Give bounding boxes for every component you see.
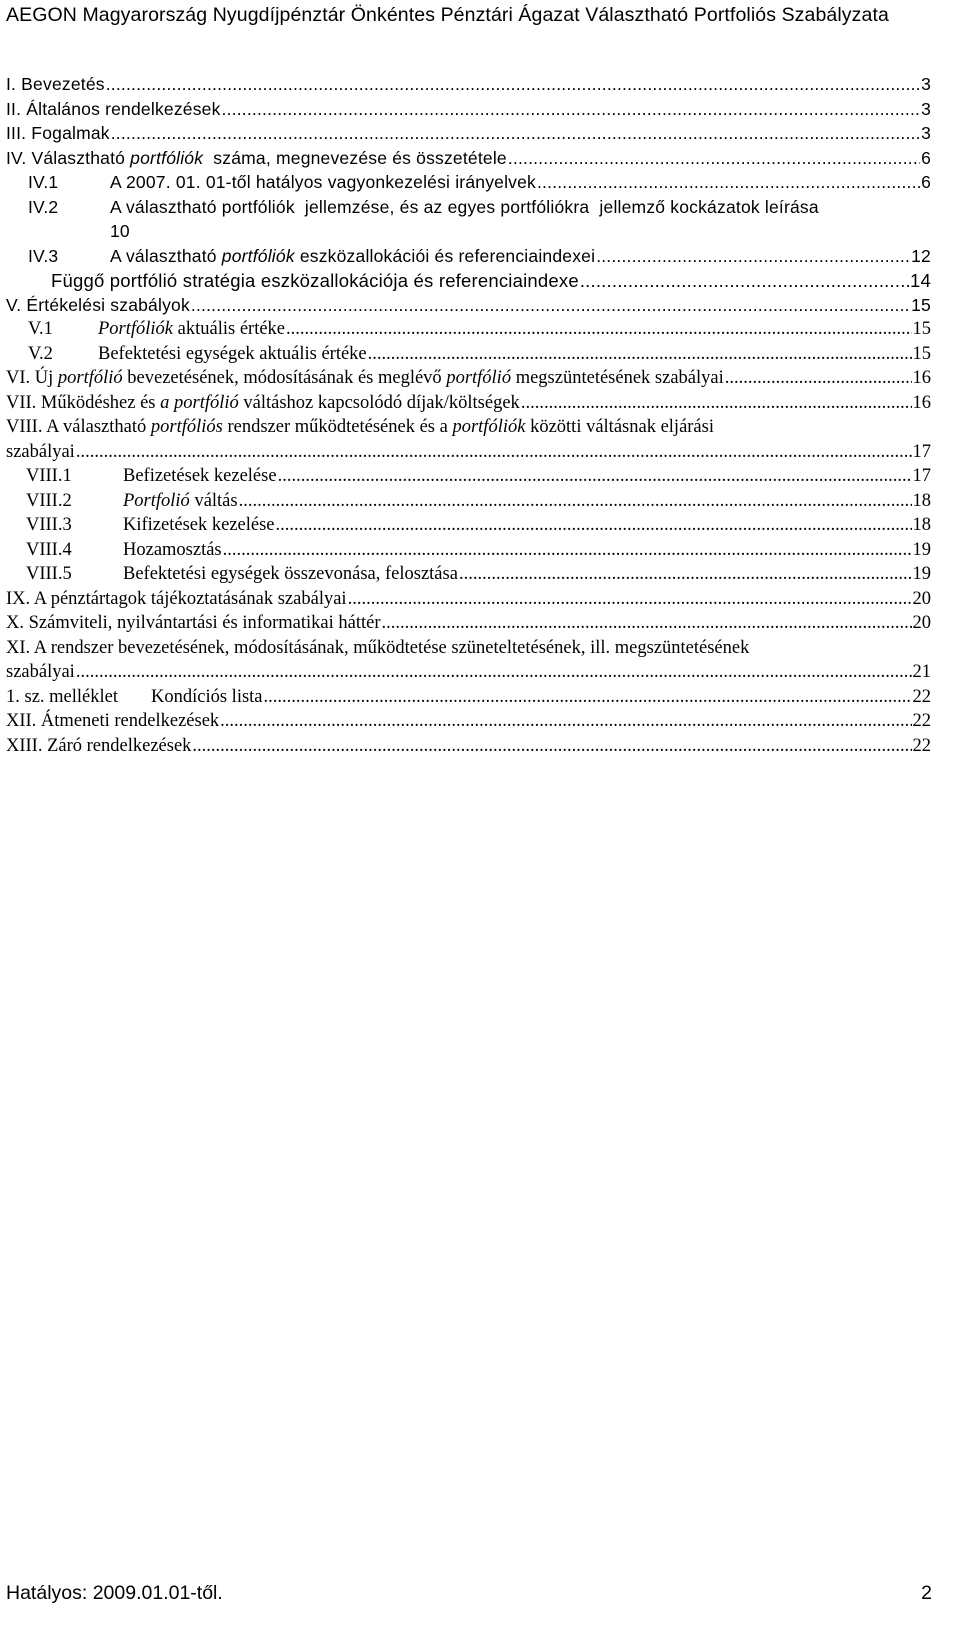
toc-text-part: aktuális értéke (173, 319, 286, 339)
toc-leader-dots (596, 246, 910, 267)
toc-entry[interactable] (6, 613, 931, 638)
toc-entry-title: Hozamosztás (123, 539, 222, 560)
toc-leader-dots (220, 711, 911, 732)
toc-entry-title: I. Bevezetés (6, 74, 105, 94)
toc-subentry[interactable] (6, 197, 931, 222)
toc-leader-dots (725, 368, 912, 389)
toc-entry[interactable] (6, 417, 931, 442)
toc-entry[interactable] (6, 74, 931, 99)
toc-subentry[interactable] (6, 270, 931, 295)
toc-entry-number: VIII.4 (26, 539, 72, 560)
toc-leader-dots (580, 270, 909, 292)
page-number: 2 (921, 1582, 932, 1604)
toc-text-part: VI. Új (6, 368, 58, 388)
toc-entry-title: XII. Átmeneti rendelkezések (6, 711, 220, 731)
toc-leader-dots (276, 515, 912, 536)
toc-leader-dots (382, 613, 912, 634)
toc-entry-number: VIII.2 (26, 490, 72, 511)
toc-leader-dots (521, 393, 912, 414)
toc-subentry[interactable] (6, 319, 931, 344)
toc-entry-title (6, 417, 714, 438)
toc-entry[interactable] (6, 123, 931, 148)
toc-entry-title: V. Értékelési szabályok (6, 294, 190, 315)
toc-entry-title: II. Általános rendelkezések (6, 98, 221, 119)
toc-entry-title: Függő portfólió stratégia eszközallokációja és referenciaindexe (51, 270, 579, 291)
toc-entry-number: IV.1 (28, 172, 59, 192)
toc-page-number: 15 (912, 319, 931, 339)
toc-italic-term: portfóliók (221, 245, 295, 266)
toc-entry[interactable] (6, 687, 931, 712)
toc-leader-dots (239, 491, 912, 512)
toc-entry-title (123, 491, 238, 512)
toc-page-number: 19 (912, 539, 931, 560)
toc-leader-dots (348, 589, 912, 610)
toc-entry-title: szabályai (6, 441, 75, 462)
toc-entry-title (6, 368, 724, 389)
toc-page-number: 17 (912, 441, 931, 462)
toc-entry-title: A választható portfóliók jellemzése, és az egyes portfóliókra jellemző kockázatok leírása (110, 196, 819, 217)
toc-entry-title: Kondíciós lista (151, 686, 263, 707)
toc-text-part: VII. Működéshez és (6, 392, 161, 413)
toc-leader-dots (111, 123, 920, 144)
table-of-contents (6, 74, 931, 760)
toc-page-number: 15 (912, 343, 931, 364)
toc-subentry[interactable] (6, 466, 931, 491)
toc-subentry[interactable] (6, 172, 931, 197)
toc-italic-term: Portfóliók (98, 319, 174, 339)
toc-page-number: 3 (921, 98, 931, 119)
toc-leader-dots (368, 344, 912, 365)
toc-page-number: 15 (911, 294, 931, 315)
toc-text-part: száma, megnevezése és összetétele (203, 147, 507, 168)
toc-italic-term: portfóliós (150, 417, 223, 437)
toc-entry-title: X. Számviteli, nyilvántartási és informatikai háttér (6, 613, 381, 633)
toc-leader-dots (286, 319, 911, 340)
toc-entry[interactable] (6, 711, 931, 736)
toc-page-number: 3 (921, 123, 931, 143)
toc-page-number: 17 (912, 466, 931, 486)
toc-text-part: eszközallokációi és referenciaindexei (294, 245, 596, 266)
toc-entry-number: VIII.5 (26, 564, 72, 584)
toc-entry-title (110, 246, 595, 267)
toc-leader-dots (508, 148, 920, 169)
toc-entry[interactable] (6, 638, 931, 663)
toc-page-number: 22 (912, 735, 931, 756)
toc-entry-number: VIII.3 (26, 515, 72, 535)
toc-entry[interactable] (6, 368, 931, 393)
toc-subentry[interactable] (6, 344, 931, 369)
toc-leader-dots (278, 466, 912, 487)
toc-entry[interactable] (6, 148, 931, 173)
toc-subentry[interactable] (6, 491, 931, 516)
toc-page-number: 10 (110, 221, 130, 241)
toc-text-part: IV. Választható (6, 147, 131, 168)
toc-page-number: 18 (912, 490, 931, 511)
toc-page-number: 16 (912, 392, 931, 413)
toc-entry-title: Befizetések kezelése (123, 466, 277, 486)
toc-page-number: 20 (912, 588, 931, 609)
toc-leader-dots (76, 442, 912, 463)
toc-page-number: 19 (912, 564, 931, 584)
toc-italic-term: portfólió (57, 368, 123, 388)
toc-entry-title: A 2007. 01. 01-től hatályos vagyonkezelési irányelvek (110, 172, 536, 192)
toc-leader-dots (459, 564, 912, 585)
effective-date: Hatályos: 2009.01.01-től. (6, 1582, 223, 1604)
toc-entry-title: XIII. Záró rendelkezések (6, 735, 192, 756)
toc-entry-number: IV.2 (28, 196, 59, 217)
toc-page-number: 22 (912, 686, 931, 707)
toc-text-part: VIII. A választható (6, 417, 151, 437)
toc-page-number: 14 (910, 270, 931, 291)
toc-text-part: váltáshoz kapcsolódó díjak/költségek (238, 392, 520, 413)
toc-leader-dots (106, 74, 920, 95)
toc-entry-title: III. Fogalmak (6, 123, 110, 143)
toc-subentry[interactable] (6, 540, 931, 565)
toc-italic-term: portfóliók (130, 147, 204, 168)
toc-entry-title (98, 319, 285, 340)
toc-italic-term: portfóliók (452, 417, 526, 437)
toc-page-number: 16 (912, 368, 931, 388)
toc-entry[interactable] (6, 99, 931, 124)
toc-text-part: megszüntetésének szabályai (511, 368, 724, 388)
page-footer (6, 1582, 932, 1605)
toc-page-number: 12 (911, 245, 931, 266)
toc-page-number: 18 (912, 515, 931, 535)
toc-leader-dots (192, 736, 911, 757)
toc-entry[interactable] (6, 736, 931, 761)
toc-page-number: 3 (921, 74, 931, 94)
toc-entry[interactable] (6, 295, 931, 320)
toc-page-number: 6 (921, 147, 931, 168)
toc-entry-title: szabályai (6, 662, 75, 682)
toc-entry[interactable] (6, 589, 931, 614)
toc-page-number: 6 (921, 172, 931, 192)
toc-entry-continuation[interactable] (6, 442, 931, 467)
toc-entry-number: IV.3 (28, 245, 59, 266)
toc-page-number: 20 (912, 613, 931, 633)
toc-italic-term: a portfólió (160, 392, 239, 413)
toc-text-part: rendszer működtetésének és a (222, 417, 453, 437)
toc-entry-title: Kifizetések kezelése (123, 515, 275, 535)
toc-entry-number: VIII.1 (26, 466, 72, 486)
toc-leader-dots (76, 662, 912, 683)
toc-entry[interactable] (6, 393, 931, 418)
toc-entry-title (6, 148, 507, 169)
toc-italic-term: Portfolió (123, 490, 190, 511)
toc-entry-title: XI. A rendszer bevezetésének, módosításának, működtetése szüneteltetésének, ill. megszüntetésének (6, 637, 750, 658)
toc-leader-dots (191, 295, 910, 316)
toc-leader-dots (264, 687, 912, 708)
toc-leader-dots (537, 172, 920, 193)
toc-subentry-continuation (6, 221, 931, 246)
toc-entry-number: 1. sz. melléklet (6, 686, 118, 707)
toc-entry-title: IX. A pénztártagok tájékoztatásának szabályai (6, 588, 347, 609)
toc-subentry[interactable] (6, 515, 931, 540)
toc-entry-continuation[interactable] (6, 662, 931, 687)
toc-page-number: 21 (912, 662, 931, 682)
toc-subentry[interactable] (6, 564, 931, 589)
toc-leader-dots (223, 540, 912, 561)
toc-entry-title: Befektetési egységek aktuális értéke (98, 343, 367, 364)
toc-entry-title (6, 393, 520, 414)
toc-subentry[interactable] (6, 246, 931, 271)
toc-text-part: A választható (110, 245, 222, 266)
toc-text-part: váltás (189, 490, 238, 511)
toc-entry-title: Befektetési egységek összevonása, felosztása (123, 564, 458, 584)
toc-text-part: közötti váltásnak eljárási (525, 417, 714, 437)
toc-page-number: 22 (912, 711, 931, 731)
toc-italic-term: portfólió (446, 368, 512, 388)
toc-entry-number: V.2 (28, 343, 53, 364)
toc-leader-dots (222, 99, 921, 120)
toc-text-part: bevezetésének, módosításának és meglévő (122, 368, 447, 388)
toc-entry-number: V.1 (28, 319, 53, 339)
page-header: AEGON Magyarország Nyugdíjpénztár Önkéntes Pénztári Ágazat Választható Portfoliós Szabályzata (6, 4, 889, 26)
